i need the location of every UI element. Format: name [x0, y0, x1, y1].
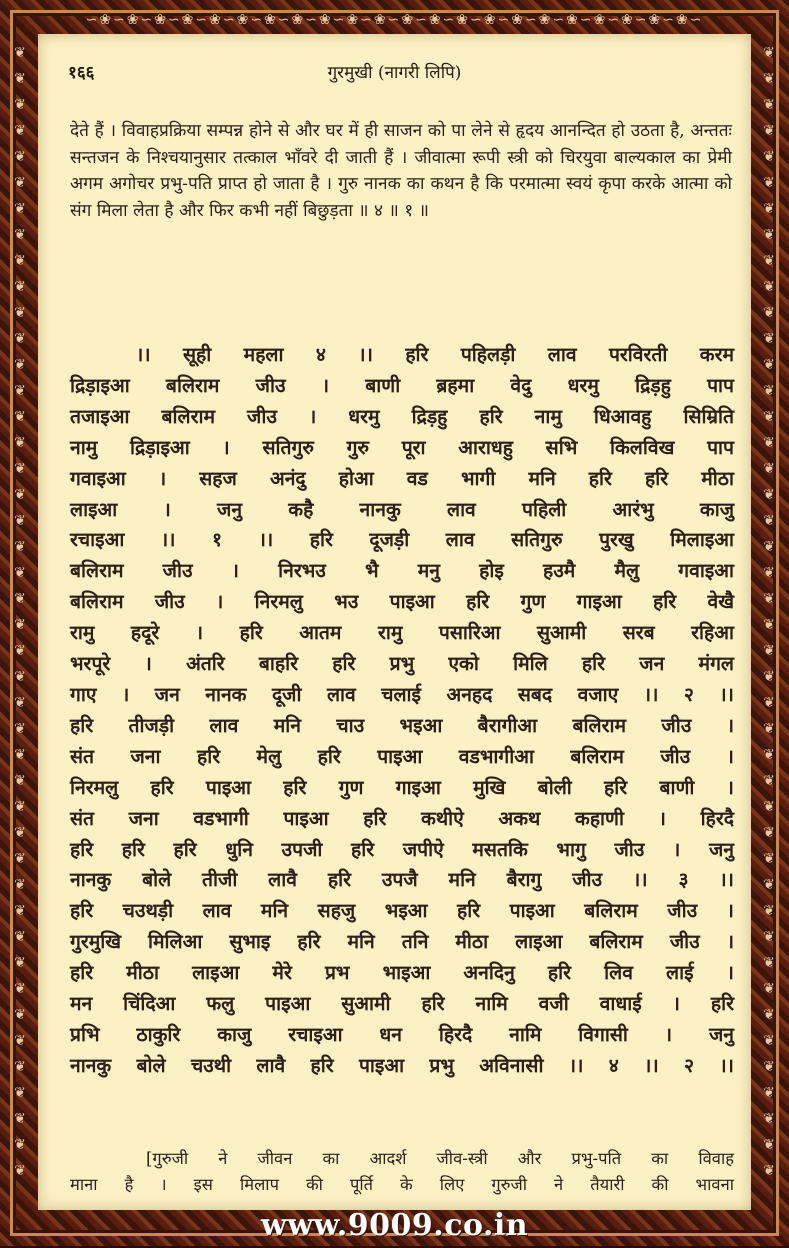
footnote: [70, 1146, 734, 1198]
hymn-line: गवाइआ । सहज अनंदु होआ वड भागी मनि हरि हरि मीठा: [70, 466, 734, 490]
hymn-line: प्रभि ठाकुरि काजु रचाइआ धन हिरदै नामि विगासी । जनु: [70, 1022, 734, 1046]
hymn-line: मन चिंदिआ फलु पाइआ सुआमी हरि नामि वजी वाधाई । हरि: [70, 992, 734, 1016]
hymn-line: संत जना वडभागी पाइआ हरि कथीऐ अकथ कहाणी । हिरदै: [70, 806, 734, 830]
footnote-line: माना है । इस मिलाप की पूर्ति के लिए गुरुजी ने तैयारी की भावना: [70, 1175, 734, 1194]
hymn-line: तजाइआ बलिराम जीउ । धरमु द्रिड़हु हरि नामु धिआवहु सिम्रिति: [70, 404, 734, 428]
hymn-line: गाए । जन नानक दूजी लाव चलाई अनहद सबद वजाए ।। २ ।।: [70, 682, 734, 706]
hymn-line: हरि मीठा लाइआ मेरे प्रभ भाइआ अनदिनु हरि लिव लाई ।: [70, 961, 734, 985]
page-number: १६६: [68, 63, 95, 83]
page-header: [68, 60, 721, 90]
hymn-line: गुरमुखि मिलिआ सुभाइ हरि मनि तनि मीठा लाइआ बलिराम जीउ ।: [70, 930, 734, 954]
ornament-top: ∽❀∽❀∽❀∽❀∽❀∽❀∽❀∽❀∽❀∽❀∽❀∽❀∽❀∽❀∽❀∽❀∽❀∽❀∽❀∽❀∽❀∽❀∽: [85, 12, 704, 28]
hymn-line: द्रिड़ाइआ बलिराम जीउ । बाणी ब्रहमा वेदु धरमु द्रिड़हु पाप: [70, 373, 734, 397]
running-title: गुरमुखी (नागरी लिपि): [327, 63, 462, 83]
hymn-line: रचाइआ ।। १ ।। हरि दूजड़ी लाव सतिगुरु पुरखु मिलाइआ: [70, 528, 734, 552]
hymn-line: नानकु बोले तीजी लावै हरि उपजै मनि बैरागु जीउ ।। ३ ।।: [70, 868, 734, 892]
page-paper: [38, 34, 751, 1210]
hymn-line: बलिराम जीउ । निरमलु भउ पाइआ हरि गुण गाइआ हरि वेखै: [70, 590, 734, 614]
footnote-line: [गुरुजी ने जीवन का आदर्श जीव-स्त्री और प्रभु-पति का विवाह: [146, 1149, 734, 1168]
hymn-line: हरि तीजड़ी लाव मनि चाउ भइआ बैरागीआ बलिराम जीउ ।: [70, 713, 734, 737]
hymn-line: हरि चउथड़ी लाव मनि सहजु भइआ हरि पाइआ बलिराम जीउ ।: [70, 899, 734, 923]
hymn-line: ।। सूही महला ४ ।। हरि पहिलड़ी लाव परविरती करम: [136, 343, 734, 366]
commentary-text: देते हैं । विवाहप्रक्रिया सम्पन्न होने से और घर में ही साजन को पा लेने से हृदय आनन्दित हो उठता है, अन्ततः सन्तजन के निश्चयानुसार तत्काल भाँवरे दी जाती हैं । जीवात्मा रूपी स्त्री को चिरयुवा बाल्यकाल का प्रेमी अगम अगोचर प्रभु-पति प्राप्त हो जाता है । गुरु नानक का कथन है कि परमात्मा स्वयं कृपा करके आत्मा को संग मिला लेता है और फिर कभी नहीं बिछुड़ता ॥ ४ ॥ १ ॥: [70, 121, 732, 221]
hymn-line: हरि हरि हरि धुनि उपजी हरि जपीऐ मसतकि भागु जीउ । जनु: [70, 837, 734, 861]
hymn-line: रामु हदूरे । हरि आतम रामु पसारिआ सुआमी सरब रहिआ: [70, 621, 734, 645]
ornament-left: ❦❦❦❦❦❦❦❦❦❦❦❦❦❦❦❦❦❦❦❦❦❦❦❦❦❦❦❦❦❦❦❦❦❦❦❦❦❦❦❦❦❦❦❦: [14, 45, 26, 1179]
ornament-right: ❦❦❦❦❦❦❦❦❦❦❦❦❦❦❦❦❦❦❦❦❦❦❦❦❦❦❦❦❦❦❦❦❦❦❦❦❦❦❦❦❦❦❦❦: [763, 45, 775, 1179]
hymn-line: बलिराम जीउ । निरभउ भै मनु होइ हउमै मैलु गवाइआ: [70, 559, 734, 583]
hymn-line: संत जना हरि मेलु हरि पाइआ वडभागीआ बलिराम जीउ ।: [70, 744, 734, 768]
footer-website-link[interactable]: www.9009.co.in: [260, 1208, 529, 1243]
hymn-line: निरमलु हरि पाइआ हरि गुण गाइआ मुखि बोली हरि बाणी ।: [70, 775, 734, 799]
hymn-line: नामु द्रिड़ाइआ । सतिगुरु गुरु पूरा आराधहु सभि किलविख पाप: [70, 435, 734, 459]
hymn-block: [70, 340, 734, 1082]
hymn-line: लाइआ । जनु कहै नानकु लाव पहिली आरंभु काजु: [70, 497, 734, 521]
hymn-line: भरपूरे । अंतरि बाहरि हरि प्रभु एको मिलि हरि जन मंगल: [70, 652, 734, 676]
hymn-line: नानकु बोले चउथी लावै हरि पाइआ प्रभु अविनासी ।। ४ ।। २ ।।: [70, 1053, 734, 1077]
commentary-paragraph: [70, 118, 732, 224]
